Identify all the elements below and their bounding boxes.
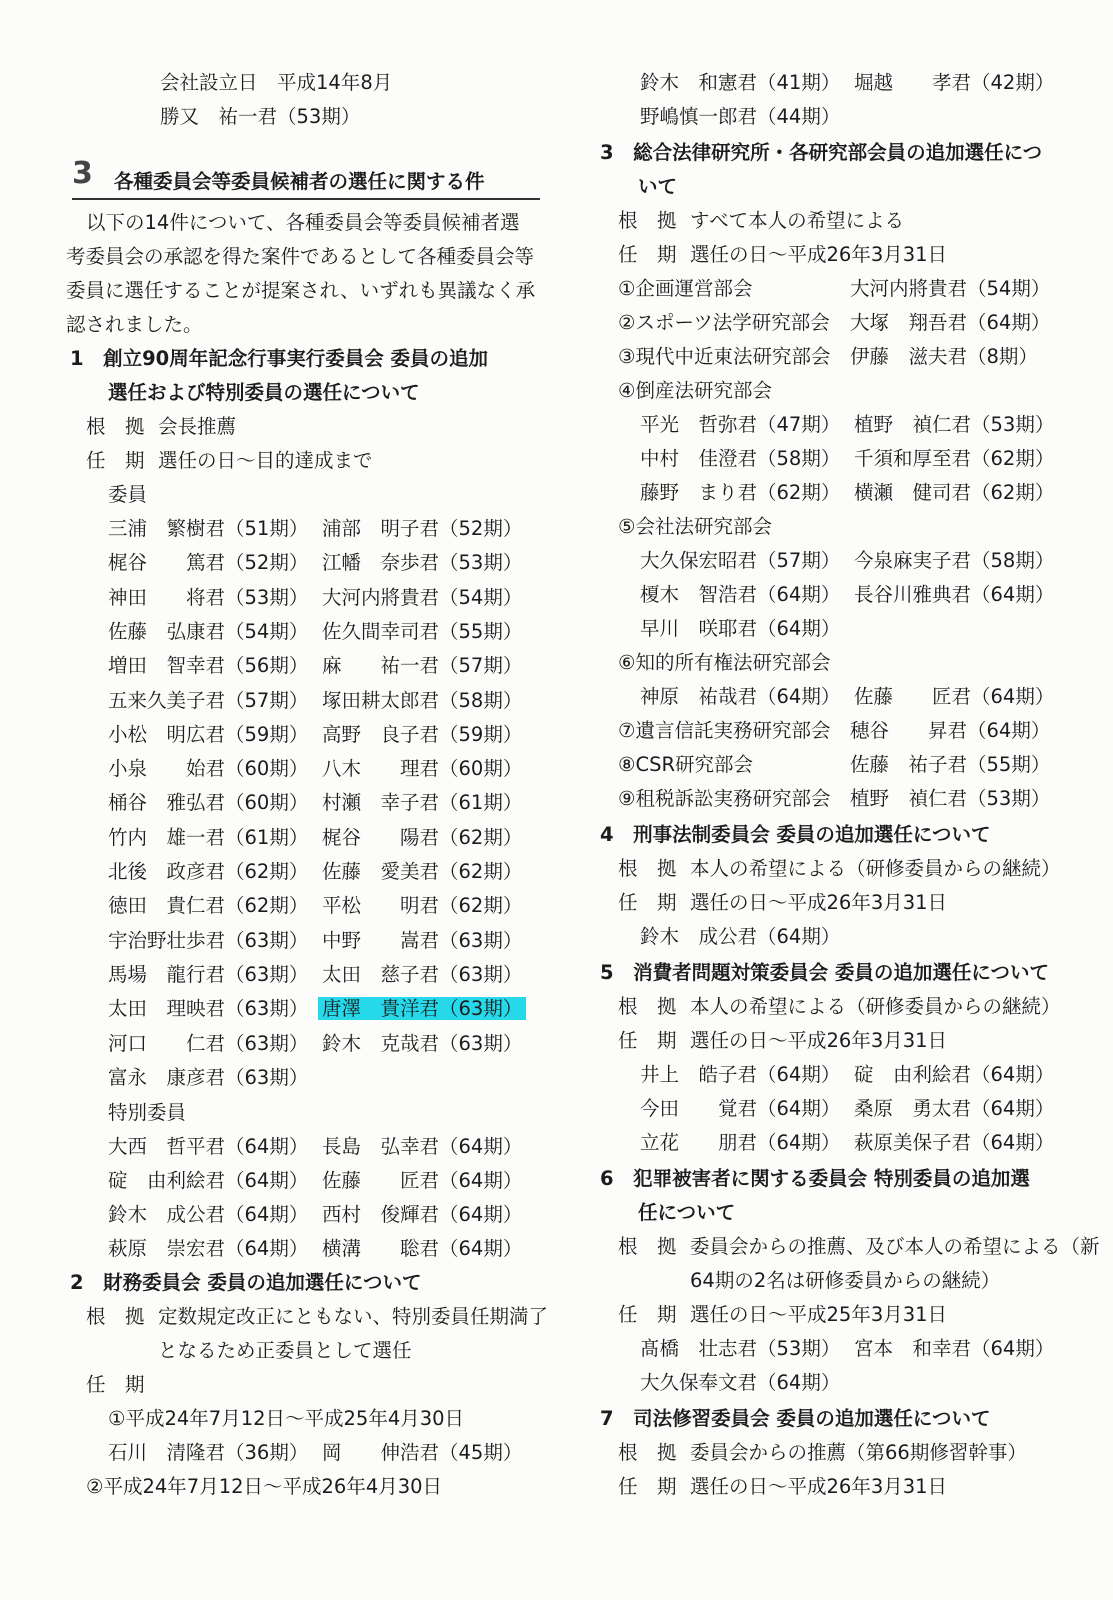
- member-entry: 植野 禎仁君（53期）: [850, 787, 1051, 810]
- item6-basis-cont: 64期の2名は研修委員からの継続）: [690, 1269, 1001, 1292]
- member-entry: 梶谷 篤君（52期）: [108, 551, 309, 575]
- member-entry: 鈴木 成公君（64期）: [108, 1203, 309, 1226]
- member-entry: 千須和厚至君（62期）: [854, 447, 1055, 470]
- member-entry: 馬場 龍行君（63期）: [108, 962, 309, 986]
- member-entry: 今田 覚君（64期）: [640, 1097, 841, 1120]
- member-entry: 河口 仁君（63期）: [108, 1031, 309, 1055]
- item1-basis: 根 拠 会長推薦: [86, 415, 237, 438]
- member-entry: 佐藤 弘康君（54期）: [108, 619, 309, 643]
- item4-term: 任 期 選任の日～平成26年3月31日: [618, 891, 948, 914]
- item1-title: 1 創立90周年記念行事実行委員会 委員の追加: [70, 347, 488, 370]
- member-entry: 高野 良子君（59期）: [322, 722, 523, 746]
- member-entry: 宇治野壮歩君（63期）: [108, 928, 309, 952]
- item2-basis: 根 拠 定数規定改正にともない、特別委員任期満了: [86, 1305, 549, 1328]
- member-entry: 中村 佳澄君（58期）: [640, 447, 841, 470]
- item7-term: 任 期 選任の日～平成26年3月31日: [618, 1475, 948, 1498]
- member-entry: 江幡 奈歩君（53期）: [322, 551, 523, 575]
- division-name: ⑧CSR研究部会: [618, 753, 754, 776]
- member-entry: 長谷川雅典君（64期）: [854, 583, 1055, 606]
- member-entry: 小泉 始君（60期）: [108, 757, 309, 781]
- member-entry: 麻 祐一君（57期）: [322, 654, 523, 678]
- item4-title: 4 刑事法制委員会 委員の追加選任について: [600, 823, 991, 846]
- member-entry: 村瀬 幸子君（61期）: [322, 791, 523, 815]
- member-entry: 中野 嵩君（63期）: [322, 928, 523, 952]
- item6-title-cont: 任について: [638, 1201, 736, 1224]
- member-entry: 神原 祐哉君（64期）: [640, 685, 841, 708]
- member-entry: 宮本 和幸君（64期）: [854, 1337, 1055, 1360]
- intro-line: 委員に選任することが提案され、いずれも異議なく承: [66, 279, 536, 302]
- item1-title-cont: 選任および特別委員の選任について: [108, 381, 420, 404]
- member-entry: 大西 哲平君（64期）: [108, 1135, 309, 1158]
- member-entry: 徳田 貴仁君（62期）: [108, 894, 309, 918]
- member-entry: 佐藤 祐子君（55期）: [850, 753, 1051, 776]
- member-entry: 伊藤 滋夫君（8期）: [850, 345, 1038, 368]
- member-entry: 梶谷 陽君（62期）: [322, 825, 523, 849]
- member-entry: 佐藤 匠君（64期）: [322, 1169, 523, 1192]
- item2-term-label: 任 期: [86, 1373, 145, 1396]
- special-members-label: 特別委員: [108, 1101, 187, 1124]
- member-entry: 太田 慈子君（63期）: [322, 962, 523, 986]
- member-entry: 長島 弘幸君（64期）: [322, 1135, 523, 1158]
- member-entry: 平光 哲弥君（47期）: [640, 413, 841, 436]
- item2-title: 2 財務委員会 委員の追加選任について: [70, 1271, 422, 1294]
- member-entry: 北後 政彦君（62期）: [108, 860, 309, 883]
- item5-term: 任 期 選任の日～平成26年3月31日: [618, 1029, 948, 1052]
- member-entry: 立花 朋君（64期）: [640, 1131, 841, 1154]
- representative-name: 勝又 祐一君（53期）: [160, 105, 361, 128]
- member-entry: 八木 理君（60期）: [322, 757, 523, 781]
- member-entry: 富永 康彦君（63期）: [108, 1065, 309, 1089]
- section-title: 各種委員会等委員候補者の選任に関する件: [114, 170, 485, 193]
- item2-basis-cont: となるため正委員として選任: [158, 1339, 412, 1362]
- division-name: ⑥知的所有権法研究部会: [618, 651, 831, 674]
- member-entry: 鈴木 克哉君（63期）: [322, 1031, 523, 1055]
- member-entry: 佐藤 匠君（64期）: [854, 685, 1055, 708]
- item5-basis: 根 拠 本人の希望による（研修委員からの継続）: [618, 995, 1061, 1018]
- member-entry: 大久保宏昭君（57期）: [640, 549, 841, 572]
- member-entry: 野嶋慎一郎君（44期）: [640, 105, 841, 128]
- intro-line: 認されました。: [66, 313, 203, 336]
- member-entry: 萩原美保子君（64期）: [854, 1131, 1055, 1154]
- division-name: ⑨租税訴訟実務研究部会: [618, 787, 831, 810]
- member-entry: 鈴木 和憲君（41期）: [640, 71, 841, 94]
- members-label: 委員: [108, 483, 148, 506]
- item6-title: 6 犯罪被害者に関する委員会 特別委員の追加選: [600, 1167, 1030, 1190]
- member-entry: 西村 俊輝君（64期）: [322, 1203, 523, 1226]
- member-entry: 佐久間幸司君（55期）: [322, 619, 523, 643]
- item1-term: 任 期 選任の日～目的達成まで: [86, 449, 373, 472]
- section-number: 3: [72, 156, 93, 191]
- division-name: ②スポーツ法学研究部会: [618, 311, 830, 334]
- member-entry: 大河内將貴君（54期）: [322, 585, 523, 609]
- section-header: [72, 156, 540, 200]
- member-entry: 浦部 明子君（52期）: [322, 517, 523, 540]
- item2-term1: ①平成24年7月12日～平成25年4月30日: [108, 1407, 465, 1430]
- member-entry: 三浦 繁樹君（51期）: [108, 517, 309, 540]
- item6-term: 任 期 選任の日～平成25年3月31日: [618, 1303, 948, 1326]
- member-entry: 穂谷 昇君（64期）: [850, 719, 1051, 742]
- item3-term: 任 期 選任の日～平成26年3月31日: [618, 243, 948, 266]
- member-entry: 塚田耕太郎君（58期）: [322, 688, 523, 712]
- intro-line: 以下の14件について、各種委員会等委員候補者選: [86, 211, 520, 234]
- member-entry: 太田 理映君（63期）: [108, 997, 309, 1021]
- member-entry: 大塚 翔吾君（64期）: [850, 311, 1051, 334]
- member-entry: 萩原 崇宏君（64期）: [108, 1237, 309, 1260]
- item2-term2: ②平成24年7月12日～平成26年4月30日: [86, 1475, 443, 1498]
- member-entry: 桶谷 雅弘君（60期）: [108, 791, 309, 815]
- item3-title: 3 総合法律研究所・各研究部会員の追加選任につ: [600, 141, 1043, 164]
- established-date: 会社設立日 平成14年8月: [160, 71, 393, 94]
- member-entry: 鈴木 成公君（64期）: [640, 925, 841, 948]
- member-entry: 堀越 孝君（42期）: [854, 71, 1055, 94]
- item7-basis: 根 拠 委員会からの推薦（第66期修習幹事）: [618, 1441, 1027, 1464]
- member-entry: 大久保奉文君（64期）: [640, 1371, 841, 1394]
- member-entry: 今泉麻実子君（58期）: [854, 549, 1055, 572]
- member-entry: 佐藤 愛美君（62期）: [322, 860, 523, 883]
- member-entry: 桑原 勇太君（64期）: [854, 1097, 1055, 1120]
- member-entry: 石川 清隆君（36期）: [108, 1441, 309, 1464]
- member-entry: 神田 将君（53期）: [108, 585, 309, 609]
- member-entry: 藤野 まり君（62期）: [640, 481, 841, 504]
- item5-title: 5 消費者問題対策委員会 委員の追加選任について: [600, 961, 1049, 984]
- member-entry: 竹内 雄一君（61期）: [108, 825, 309, 849]
- member-entry: 横溝 聡君（64期）: [322, 1237, 523, 1260]
- item4-basis: 根 拠 本人の希望による（研修委員からの継続）: [618, 857, 1061, 880]
- division-name: ③現代中近東法研究部会: [618, 345, 831, 368]
- member-entry-highlighted: 唐澤 貴洋君（63期）: [322, 996, 526, 1022]
- division-name: ①企画運営部会: [618, 277, 753, 300]
- division-name: ④倒産法研究部会: [618, 379, 772, 402]
- member-entry: 碇 由利絵君（64期）: [108, 1169, 309, 1192]
- division-name: ⑦遺言信託実務研究部会: [618, 719, 831, 742]
- item3-basis: 根 拠 すべて本人の希望による: [618, 209, 905, 232]
- division-name: ⑤会社法研究部会: [618, 515, 772, 538]
- item3-title-cont: いて: [638, 175, 678, 198]
- member-entry: 髙橋 壮志君（53期）: [640, 1337, 841, 1360]
- member-entry: 平松 明君（62期）: [322, 894, 523, 918]
- item7-title: 7 司法修習委員会 委員の追加選任について: [600, 1407, 991, 1430]
- member-entry: 横瀬 健司君（62期）: [854, 481, 1055, 504]
- member-entry: 早川 咲耶君（64期）: [640, 617, 841, 640]
- member-entry: 大河内將貴君（54期）: [850, 277, 1051, 300]
- member-entry: 植野 禎仁君（53期）: [854, 413, 1055, 436]
- member-entry: 榎木 智浩君（64期）: [640, 583, 841, 606]
- member-entry: 増田 智幸君（56期）: [108, 654, 309, 678]
- intro-line: 考委員会の承認を得た案件であるとして各種委員会等: [66, 245, 535, 268]
- member-entry: 岡 伸浩君（45期）: [322, 1441, 523, 1464]
- member-entry: 井上 皓子君（64期）: [640, 1063, 841, 1086]
- member-entry: 五来久美子君（57期）: [108, 688, 309, 712]
- item6-basis: 根 拠 委員会からの推薦、及び本人の希望による（新: [618, 1235, 1100, 1258]
- member-entry: 小松 明広君（59期）: [108, 722, 309, 746]
- member-entry: 碇 由利絵君（64期）: [854, 1063, 1055, 1086]
